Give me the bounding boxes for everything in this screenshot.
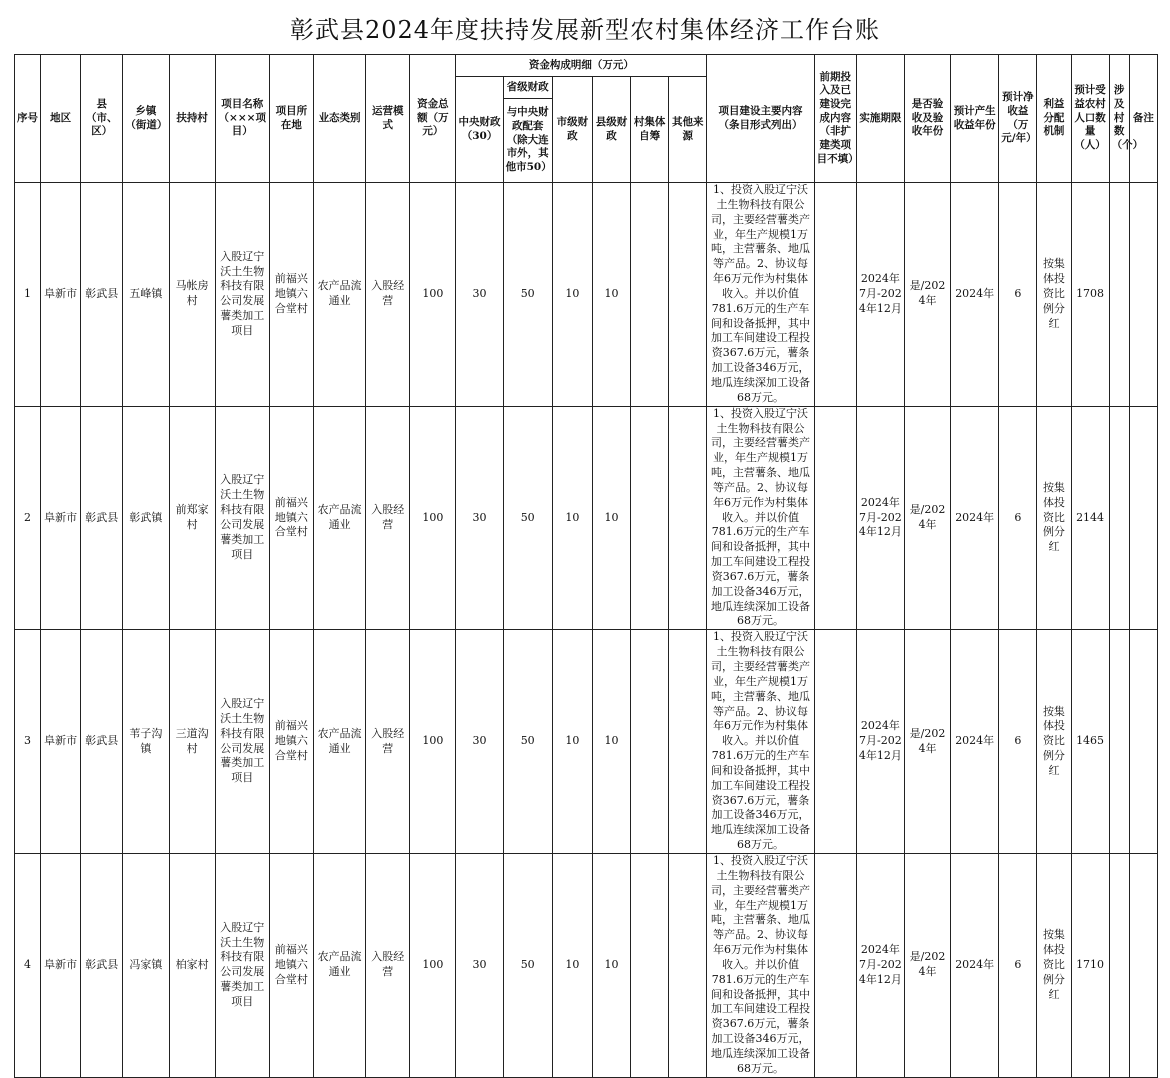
cell-villages [1109,853,1129,1077]
cell-seq: 3 [15,630,41,854]
cell-benefit: 按集体投资比例分红 [1037,630,1071,854]
cell-village-self [631,183,669,407]
cell-villages [1109,183,1129,407]
cell-prior-input [814,630,856,854]
cell-population: 1465 [1071,630,1109,854]
header-accepted: 是否验收及验收年份 [904,55,950,183]
cell-location: 前福兴地镇六合堂村 [269,630,313,854]
cell-city: 10 [552,630,592,854]
table-header [15,55,1158,183]
cell-central: 30 [456,406,503,630]
header-expected-year: 预计产生收益年份 [951,55,999,183]
table-row [15,630,1158,854]
cell-village: 三道沟村 [169,630,215,854]
cell-village-self [631,406,669,630]
cell-location: 前福兴地镇六合堂村 [269,183,313,407]
cell-other-source [669,853,707,1077]
cell-net-income: 6 [999,183,1037,407]
header-provincial-group: 省级财政 [503,77,552,99]
cell-county: 彰武县 [81,853,123,1077]
header-net-income: 预计净收益（万元/年） [999,55,1037,183]
cell-central: 30 [456,630,503,854]
header-prior-input: 前期投入及已建设完成内容（非扩建类项目不填） [814,55,856,183]
cell-remark [1129,853,1157,1077]
cell-benefit: 按集体投资比例分红 [1037,183,1071,407]
header-period: 实施期限 [856,55,904,183]
cell-operation-mode: 入股经营 [366,406,410,630]
cell-region: 阜新市 [41,183,81,407]
cell-county-fin: 10 [592,630,630,854]
header-other-source: 其他来源 [669,77,707,183]
cell-town: 苇子沟镇 [123,630,169,854]
header-operation-mode: 运营模式 [366,55,410,183]
header-county: 县（市、区） [81,55,123,183]
cell-period: 2024年7月-2024年12月 [856,630,904,854]
header-village-self: 村集体自筹 [631,77,669,183]
header-benefit: 利益分配机制 [1037,55,1071,183]
cell-expected-year: 2024年 [951,406,999,630]
cell-operation-mode: 入股经营 [366,630,410,854]
cell-benefit: 按集体投资比例分红 [1037,406,1071,630]
cell-seq: 2 [15,406,41,630]
cell-prior-input [814,183,856,407]
cell-accepted: 是/2024年 [904,183,950,407]
header-village: 扶持村 [169,55,215,183]
cell-town: 彰武镇 [123,406,169,630]
ledger-table [14,54,1158,1078]
cell-business-type: 农产品流通业 [313,183,365,407]
cell-net-income: 6 [999,406,1037,630]
cell-accepted: 是/2024年 [904,406,950,630]
cell-construction: 1、投资入股辽宁沃土生物科技有限公司，主要经营薯类产业，年生产规模1万吨，主营薯条、地瓜等产品。2、协议每年6万元作为村集体收入。并以价值781.6万元的生产车间和设备抵押，其中加工车间建设工程投资367.6万元，薯条加工设备346万元，地瓜连续深加工设备68万元。 [707,630,814,854]
cell-business-type: 农产品流通业 [313,406,365,630]
table-row [15,183,1158,407]
cell-operation-mode: 入股经营 [366,183,410,407]
cell-region: 阜新市 [41,406,81,630]
cell-region: 阜新市 [41,853,81,1077]
cell-remark [1129,406,1157,630]
cell-expected-year: 2024年 [951,853,999,1077]
cell-net-income: 6 [999,630,1037,854]
cell-period: 2024年7月-2024年12月 [856,853,904,1077]
header-total-fund: 资金总额（万元） [410,55,456,183]
cell-period: 2024年7月-2024年12月 [856,406,904,630]
cell-village: 柏家村 [169,853,215,1077]
header-construction: 项目建设主要内容（条目形式列出） [707,55,814,183]
table-row [15,853,1158,1077]
cell-operation-mode: 入股经营 [366,853,410,1077]
cell-period: 2024年7月-2024年12月 [856,183,904,407]
cell-total-fund: 100 [410,406,456,630]
cell-county: 彰武县 [81,183,123,407]
cell-expected-year: 2024年 [951,183,999,407]
cell-other-source [669,630,707,854]
cell-provincial: 50 [503,183,552,407]
header-seq: 序号 [15,55,41,183]
cell-seq: 1 [15,183,41,407]
header-city: 市级财政 [552,77,592,183]
cell-central: 30 [456,853,503,1077]
cell-total-fund: 100 [410,183,456,407]
table-body [15,183,1158,1078]
cell-county: 彰武县 [81,630,123,854]
cell-population: 1708 [1071,183,1109,407]
header-project-name: 项目名称（×××项目） [215,55,269,183]
cell-region: 阜新市 [41,630,81,854]
cell-benefit: 按集体投资比例分红 [1037,853,1071,1077]
cell-city: 10 [552,183,592,407]
cell-construction: 1、投资入股辽宁沃土生物科技有限公司，主要经营薯类产业，年生产规模1万吨，主营薯条、地瓜等产品。2、协议每年6万元作为村集体收入。并以价值781.6万元的生产车间和设备抵押，其中加工车间建设工程投资367.6万元，薯条加工设备346万元，地瓜连续深加工设备68万元。 [707,183,814,407]
cell-village-self [631,853,669,1077]
cell-seq: 4 [15,853,41,1077]
cell-population: 1710 [1071,853,1109,1077]
cell-villages [1109,630,1129,854]
cell-other-source [669,406,707,630]
cell-villages [1109,406,1129,630]
cell-county-fin: 10 [592,183,630,407]
cell-project-name: 入股辽宁沃土生物科技有限公司发展薯类加工项目 [215,630,269,854]
cell-provincial: 50 [503,853,552,1077]
cell-total-fund: 100 [410,630,456,854]
cell-county: 彰武县 [81,406,123,630]
cell-town: 五峰镇 [123,183,169,407]
cell-city: 10 [552,853,592,1077]
cell-construction: 1、投资入股辽宁沃土生物科技有限公司，主要经营薯类产业，年生产规模1万吨，主营薯条、地瓜等产品。2、协议每年6万元作为村集体收入。并以价值781.6万元的生产车间和设备抵押，其中加工车间建设工程投资367.6万元，薯条加工设备346万元，地瓜连续深加工设备68万元。 [707,406,814,630]
cell-remark [1129,630,1157,854]
cell-provincial: 50 [503,406,552,630]
cell-village-self [631,630,669,854]
header-provincial-match: 与中央财政配套（除大连市外，其他市50） [503,99,552,183]
cell-provincial: 50 [503,630,552,854]
cell-county-fin: 10 [592,406,630,630]
cell-location: 前福兴地镇六合堂村 [269,406,313,630]
header-region: 地区 [41,55,81,183]
header-population: 预计受益农村人口数量（人） [1071,55,1109,183]
table-row [15,406,1158,630]
cell-accepted: 是/2024年 [904,853,950,1077]
cell-town: 冯家镇 [123,853,169,1077]
cell-business-type: 农产品流通业 [313,630,365,854]
cell-prior-input [814,406,856,630]
header-villages: 涉及村数（个） [1109,55,1129,183]
cell-construction: 1、投资入股辽宁沃土生物科技有限公司，主要经营薯类产业，年生产规模1万吨，主营薯条、地瓜等产品。2、协议每年6万元作为村集体收入。并以价值781.6万元的生产车间和设备抵押，其中加工车间建设工程投资367.6万元，薯条加工设备346万元，地瓜连续深加工设备68万元。 [707,853,814,1077]
cell-central: 30 [456,183,503,407]
header-fund-group: 资金构成明细（万元） [456,55,707,77]
cell-project-name: 入股辽宁沃土生物科技有限公司发展薯类加工项目 [215,406,269,630]
header-central: 中央财政（30） [456,77,503,183]
cell-project-name: 入股辽宁沃土生物科技有限公司发展薯类加工项目 [215,853,269,1077]
cell-business-type: 农产品流通业 [313,853,365,1077]
cell-village: 前郑家村 [169,406,215,630]
cell-city: 10 [552,406,592,630]
header-location: 项目所在地 [269,55,313,183]
cell-population: 2144 [1071,406,1109,630]
cell-project-name: 入股辽宁沃土生物科技有限公司发展薯类加工项目 [215,183,269,407]
header-town: 乡镇（街道） [123,55,169,183]
page-title: 彰武县2024年度扶持发展新型农村集体经济工作台账 [289,16,881,44]
cell-expected-year: 2024年 [951,630,999,854]
cell-prior-input [814,853,856,1077]
cell-village: 马帐房村 [169,183,215,407]
header-remark: 备注 [1129,55,1157,183]
cell-accepted: 是/2024年 [904,630,950,854]
cell-other-source [669,183,707,407]
cell-total-fund: 100 [410,853,456,1077]
header-county-fin: 县级财政 [592,77,630,183]
cell-net-income: 6 [999,853,1037,1077]
cell-location: 前福兴地镇六合堂村 [269,853,313,1077]
cell-county-fin: 10 [592,853,630,1077]
header-business-type: 业态类别 [313,55,365,183]
cell-remark [1129,183,1157,407]
